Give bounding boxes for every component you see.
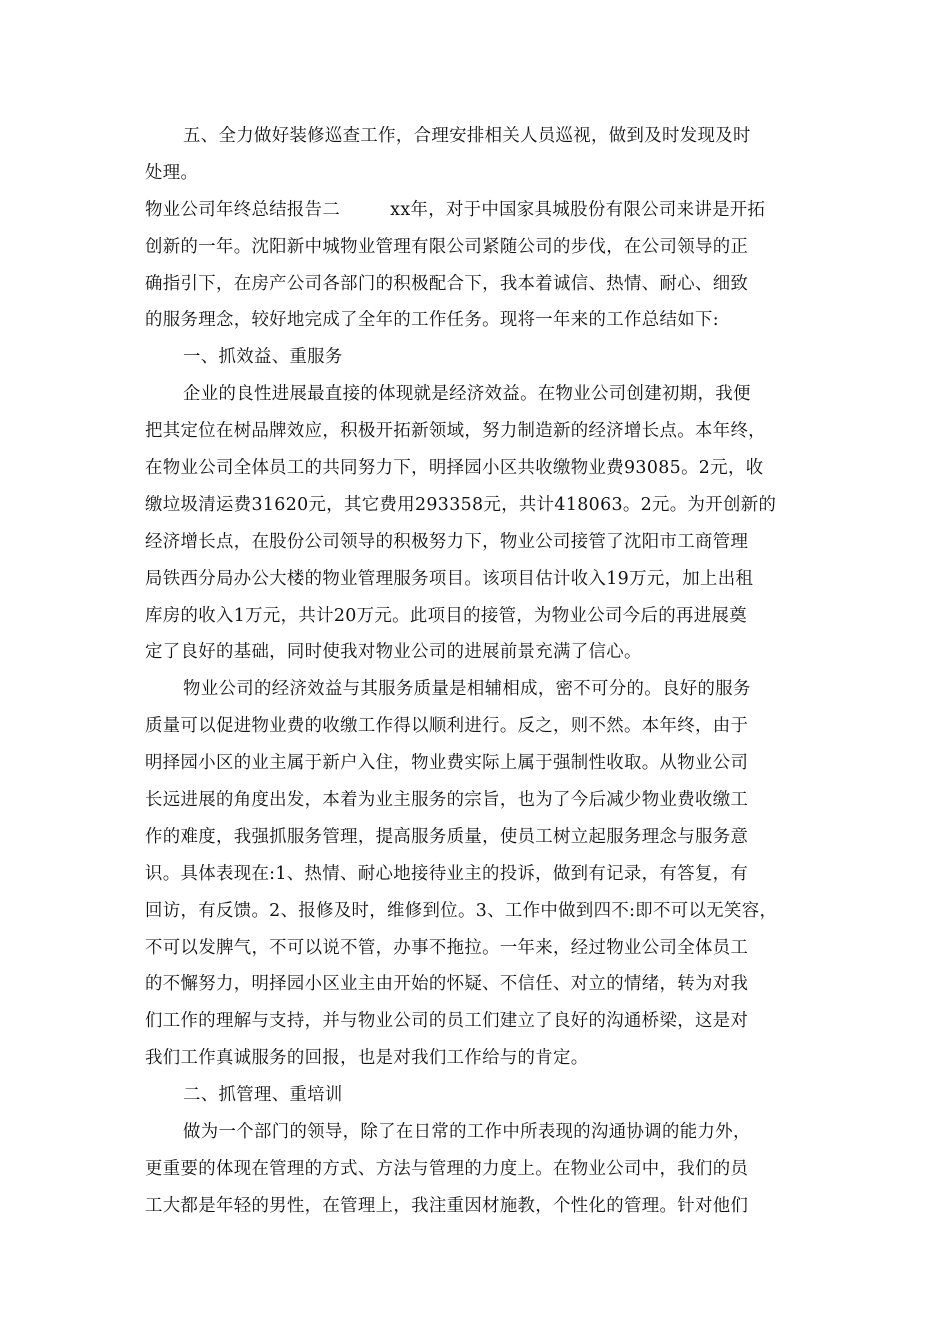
- paragraph-line: 企业的良性进展最直接的体现就是经济效益。在物业公司创建初期，我便: [183, 384, 751, 405]
- paragraph-line: 作的难度，我强抓服务管理，提高服务质量，使员工树立起服务理念与服务意: [145, 826, 749, 847]
- paragraph-line: 五、全力做好装修巡查工作，合理安排相关人员巡视，做到及时发现及时: [183, 126, 751, 146]
- paragraph-line: 质量可以促进物业费的收缴工作得以顺利进行。反之，则不然。本年终，由于: [145, 716, 749, 737]
- paragraph-line: xx年，对于中国家具城股份有限公司来讲是开拓: [390, 199, 766, 220]
- paragraph-line: 工大都是年轻的男性，在管理上，我注重因材施教，个性化的管理。针对他们: [145, 1195, 749, 1216]
- paragraph-line: 们工作的理解与支持，并与物业公司的员工们建立了良好的沟通桥梁，这是对: [145, 1011, 749, 1032]
- paragraph-line: 更重要的体现在管理的方式、方法与管理的力度上。在物业公司中，我们的员: [145, 1158, 749, 1179]
- paragraph-line: 经济增长点，在股份公司领导的积极努力下，物业公司接管了沈阳市工商管理: [145, 531, 749, 552]
- paragraph-line: 定了良好的基础，同时使我对物业公司的进展前景充满了信心。: [145, 642, 642, 663]
- paragraph-line: 的不懈努力，明择园小区业主由开始的怀疑、不信任、对立的情绪，转为对我: [145, 974, 749, 995]
- paragraph-line: 创新的一年。沈阳新中城物业管理有限公司紧随公司的步伐，在公司领导的正: [145, 236, 749, 257]
- paragraph-line: 回访，有反馈。2、报修及时，维修到位。3、工作中做到四不:即不可以无笑容，: [145, 900, 778, 921]
- paragraph-line: 处理。: [145, 162, 199, 183]
- paragraph-line: 把其定位在树品牌效应，积极开拓新领域，努力制造新的经济增长点。本年终，: [145, 421, 766, 442]
- paragraph-line: 库房的收入1万元，共计20万元。此项目的接管，为物业公司今后的再进展奠: [145, 605, 747, 626]
- paragraph-line: 我们工作真诚服务的回报，也是对我们工作给与的肯定。: [145, 1048, 589, 1069]
- paragraph-line: 在物业公司全体员工的共同努力下，明择园小区共收缴物业费93085。2元，收: [145, 458, 764, 479]
- paragraph-line: 识。具体表现在:1、热情、耐心地接待业主的投诉，做到有记录，有答复，有: [145, 863, 749, 884]
- report-title: 物业公司年终总结报告二: [145, 199, 341, 220]
- section-heading: 一、抓效益、重服务: [183, 347, 343, 368]
- paragraph-line: 缴垃圾清运费31620元，其它费用293358元，共计418063。2元。为开创新的: [145, 494, 777, 515]
- paragraph-line: 确指引下，在房产公司各部门的积极配合下，我本着诚信、热情、耐心、细致: [145, 273, 749, 294]
- paragraph-line: 做为一个部门的领导，除了在日常的工作中所表现的沟通协调的能力外，: [183, 1122, 751, 1143]
- paragraph-line: 明择园小区的业主属于新户入住，物业费实际上属于强制性收取。从物业公司: [145, 753, 749, 774]
- section-heading: 二、抓管理、重培训: [183, 1085, 343, 1106]
- paragraph-line: 不可以发脾气，不可以说不管，办事不拖拉。一年来，经过物业公司全体员工: [145, 937, 749, 958]
- paragraph-line: 物业公司的经济效益与其服务质量是相辅相成，密不可分的。良好的服务: [183, 679, 751, 700]
- paragraph-line: 长远进展的角度出发，本着为业主服务的宗旨，也为了今后减少物业费收缴工: [145, 790, 749, 811]
- paragraph-line: 的服务理念，较好地完成了全年的工作任务。现将一年来的工作总结如下:: [145, 310, 719, 331]
- paragraph-line: 局铁西分局办公大楼的物业管理服务项目。该项目估计收入19万元，加上出租: [145, 568, 754, 589]
- report-title-line: [145, 192, 807, 229]
- document-body: [145, 118, 807, 1225]
